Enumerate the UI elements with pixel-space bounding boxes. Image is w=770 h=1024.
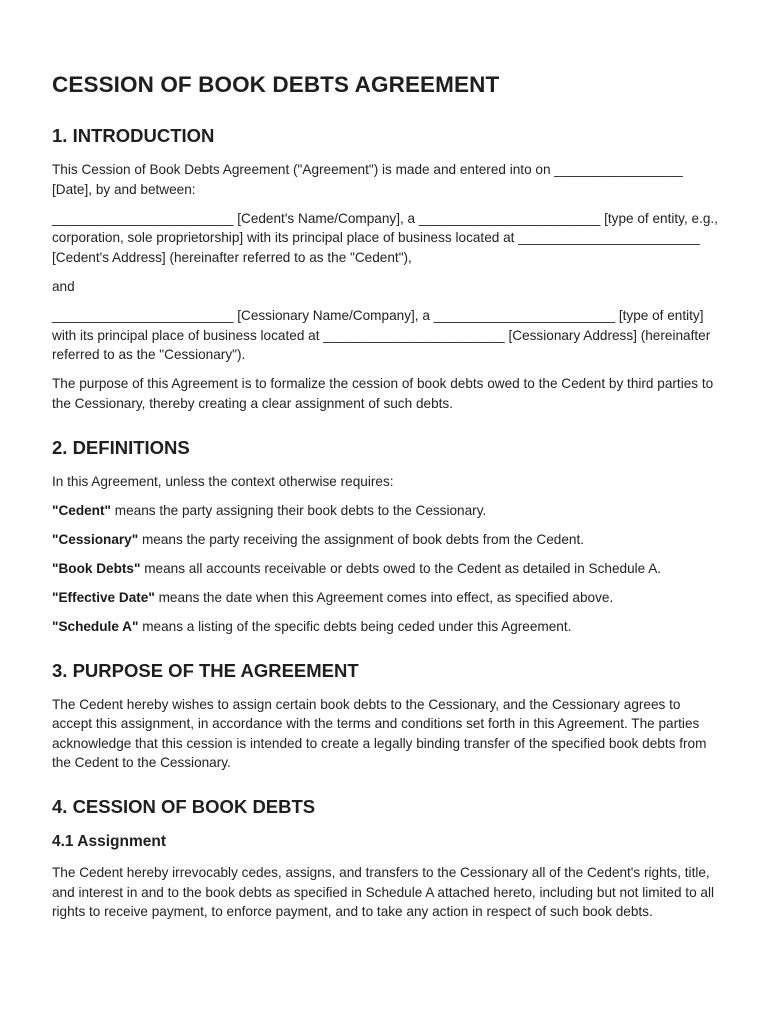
subsection-heading: 4.1 Assignment bbox=[52, 832, 166, 850]
definition-text: means all accounts receivable or debts owed to the Cedent as detailed in Schedule A. bbox=[140, 560, 662, 576]
definition-term: "Effective Date" bbox=[52, 589, 155, 605]
paragraph: ________________________ [Cedent's Name/Company], a ________________________ [type of entity, e.g., corporation, sole proprietorship] with its principal place of business located at ________________________ [Cedent's Address] (hereinafter referred to as the "Cedent"), bbox=[52, 210, 718, 265]
paragraph: ________________________ [Cessionary Name/Company], a ________________________ [type of entity] with its principal place of business located at ________________________ [Cessionary Address] (hereinafter referred to as the "Cessionary"). bbox=[52, 308, 711, 363]
section-heading: 1. INTRODUCTION bbox=[52, 125, 215, 146]
definition-text: means the party assigning their book debts to the Cessionary. bbox=[110, 502, 487, 518]
section-introduction bbox=[52, 124, 722, 414]
paragraph: This Cession of Book Debts Agreement ("Agreement") is made and entered into on _________________ [Date], by and between: bbox=[52, 162, 683, 197]
paragraph: In this Agreement, unless the context otherwise requires: bbox=[52, 473, 394, 489]
paragraph: The Cedent hereby irrevocably cedes, assigns, and transfers to the Cessionary all of the Cedent's rights, title, and interest in and to the book debts as specified in Schedule A attached hereto, including but not limited to all rights to receive payment, to enforce payment, and to take any action in respect of such book debts. bbox=[52, 864, 715, 920]
definition-item bbox=[52, 559, 722, 579]
paragraph: and bbox=[52, 278, 75, 294]
section-heading: 2. DEFINITIONS bbox=[52, 436, 190, 458]
definition-item bbox=[52, 617, 722, 637]
definition-text: means a listing of the specific debts being ceded under this Agreement. bbox=[138, 619, 572, 634]
definition-term: "Cessionary" bbox=[52, 531, 139, 547]
section-cession bbox=[52, 795, 722, 922]
document-title: CESSION OF BOOK DEBTS AGREEMENT bbox=[52, 72, 500, 97]
document-page bbox=[52, 70, 722, 940]
paragraph: The Cedent hereby wishes to assign certain book debts to the Cessionary, and the Cessionary agrees to accept this assignment, in accordance with the terms and conditions set forth in this Agreement. The parties acknowledge that this cession is intended to create a legally binding transfer of the specified book debts from the Cedent to the Cessionary. bbox=[52, 696, 707, 771]
definition-text: means the date when this Agreement comes into effect, as specified above. bbox=[154, 589, 614, 605]
definition-item bbox=[52, 588, 722, 608]
definition-item bbox=[52, 501, 722, 521]
definition-term: "Cedent" bbox=[52, 502, 111, 518]
definition-term: "Book Debts" bbox=[52, 560, 141, 576]
section-heading: 3. PURPOSE OF THE AGREEMENT bbox=[52, 659, 359, 681]
definition-text: means the party receiving the assignment of book debts from the Cedent. bbox=[138, 531, 585, 547]
section-purpose bbox=[52, 659, 722, 773]
section-definitions bbox=[52, 436, 722, 637]
section-heading: 4. CESSION OF BOOK DEBTS bbox=[52, 795, 316, 817]
definition-term: "Schedule A" bbox=[52, 619, 139, 634]
definition-item bbox=[52, 530, 722, 550]
paragraph: The purpose of this Agreement is to formalize the cession of book debts owed to the Cedent by third parties to the Cessionary, thereby creating a clear assignment of such debts. bbox=[52, 376, 714, 411]
